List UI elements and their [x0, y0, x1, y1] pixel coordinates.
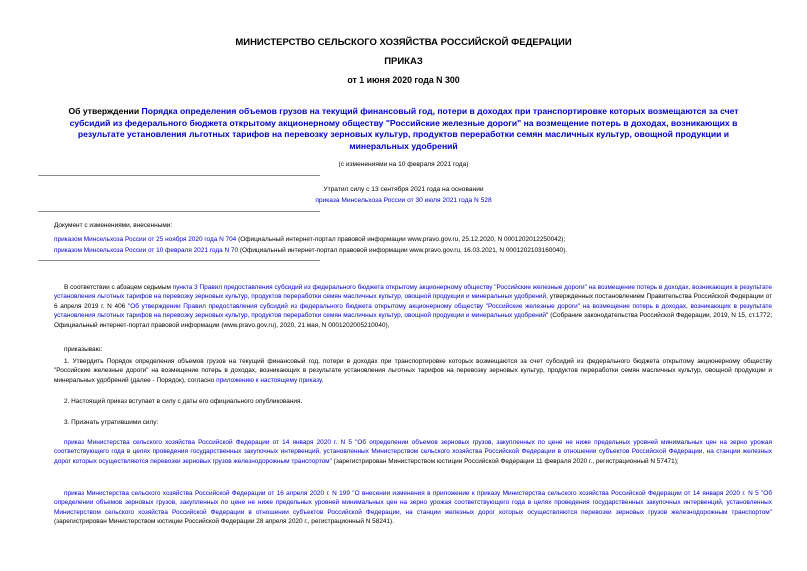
divider	[38, 260, 320, 261]
rules-link[interactable]: пункта 3 Правил предоставления субсидий из федерального бюджета открытому акционерному обществу "Российские железные дороги" на возмещение потерь в доходах, возникающих в результате установления льготных тарифов на перевозку зерновых культур, продуктов переработки семян масличных культур, овощной продукции и минеральных удобрений	[54, 284, 772, 301]
amended-note: (с изменениями на 10 февраля 2021 года)	[338, 161, 469, 168]
change-text: (Официальный интернет-портал правовой информации www.pravo.gov.ru, 25.12.2020, N 0001202012250042);	[236, 236, 566, 243]
repealed-order-2: приказ Министерства сельского хозяйства Российской Федерации от 16 апреля 2020 г. N 199 "О внесении изменения в приложение к приказу Министерства сельского хозяйства Российской Федерации от 14 января 2020 г. N 5 "Об определении объемов зерновых грузов, закупленных по цене не ниже предельных уровней минимальных цен на зерно урожая соответствующего года в целях проведения государственных закупочных интервенций, установленных Министерством сельского хозяйства Российской Федерации в отношении субъектов Российской Федерации, на станции железных дорог которых осуществляются перевозки зерновых грузов железнодорожным транспортом" (зарегистрирован Министерством юстиции Российской Федерации 28 апреля 2020 г., регистрационный N 58241).	[54, 490, 772, 526]
doc-date-number: от 1 июня 2020 года N 300	[347, 75, 460, 85]
change-text: (Официальный интернет-портал правовой информации www.pravo.gov.ru, 16.03.2021, N 0001202103160040).	[238, 247, 568, 254]
change-item	[54, 246, 567, 256]
item-2-paragraph: 2. Настоящий приказ вступает в силу с даты его официального опубликования.	[64, 398, 303, 405]
resolution-link[interactable]: Об утверждении Правил предоставления субсидий из федерального бюджета открытому акционерному обществу "Российские железные дороги" на возмещение потерь в доходах, возникающих в результате установления льготных тарифов на перевозку зерновых культур, продуктов переработки семян масличных культур, овощной продукции и минеральных удобрений	[54, 302, 772, 320]
change-link[interactable]: приказом Минсельхоза России от 25 ноября 2020 года N 704	[54, 236, 237, 243]
item-1-paragraph: 1. Утвердить Порядок определения объемов грузов на текущий финансовый год, потери в доходах при транспортировке которых возмещаются за счет субсидий из федерального бюджета открытому акционерному обществу "Российские железные дороги" на возмещение потерь в доходах, возникающих в результате установления льготных тарифов на перевозку зерновых культур, продуктов переработки семян масличных культур, овощной продукции и минеральных удобрений (далее - Порядок), согласно приложению к настоящему приказу.	[54, 358, 772, 384]
changes-label: Документ с изменениями, внесенными:	[54, 222, 173, 229]
order-word: приказываю:	[64, 346, 103, 353]
document-title	[58, 106, 749, 152]
preamble-paragraph: В соответствии с абзацем седьмым пункта 3 Правил предоставления субсидий из федерального бюджета открытому акционерному обществу "Российские железные дороги" на возмещение потерь в доходах, возникающих в результате установления льготных тарифов на перевозку зерновых культур, продуктов переработки семян масличных культур, овощной продукции и минеральных удобрений, утвержденных постановлением Правительства Российской Федерации от 6 апреля 2019 г. N 406 "Об утверждении Правил предоставления субсидий из федерального бюджета открытому акционерному обществу "Российские железные дороги" на возмещение потерь в доходах, возникающих в результате установления льготных тарифов на перевозку зерновых культур, продуктов переработки семян масличных культур, овощной продукции и минеральных удобрений" (Собрание законодательства Российской Федерации, 2019, N 15, ст.1772; Официальный интернет-портал правовой информации (www.pravo.gov.ru), 2020, 21 мая, N 0001202005210040),	[54, 284, 772, 329]
change-item	[54, 235, 565, 245]
repealed-order-1: приказ Министерства сельского хозяйства Российской Федерации от 14 января 2020 г. N 5 "Об определении объемов зерновых грузов, закупленных по цене не ниже предельных уровней минимальных цен на зерно урожая соответствующего года в целях проведения государственных закупочных интервенций, установленных Министерством сельского хозяйства Российской Федерации в отношении субъектов Российской Федерации, на станции железных дорог которых осуществляются перевозки зерновых грузов железнодорожным транспортом" (зарегистрирован Министерством юстиции Российской Федерации 11 февраля 2020 г., регистрационный N 57471);	[54, 439, 772, 465]
doc-type-heading: ПРИКАЗ	[384, 56, 423, 67]
repealed-link-2[interactable]: приказ Министерства сельского хозяйства Российской Федерации от 16 апреля 2020 г. N 199 "О внесении изменения в приложение к приказу Министерства сельского хозяйства Российской Федерации от 14 января 2020 г. N 5 "Об определении объемов зерновых грузов, закупленных по цене не ниже предельных уровней минимальных цен на зерно урожая соответствующего года в целях проведения государственных закупочных интервенций, установленных Министерством сельского хозяйства Российской Федерации в отношении субъектов Российской Федерации, на станции железных дорог которых осуществляются перевозки зерновых грузов железнодорожным транспортом"	[54, 490, 772, 516]
expired-note: Утратил силу с 13 сентября 2021 года на основании	[323, 186, 484, 193]
divider	[38, 175, 320, 176]
item-3-paragraph: 3. Признать утратившими силу:	[64, 419, 159, 426]
divider	[38, 211, 320, 212]
expired-link[interactable]: приказа Минсельхоза России от 30 июля 2021 года N 528	[315, 197, 492, 204]
ministry-heading: МИНИСТЕРСТВО СЕЛЬСКОГО ХОЗЯЙСТВА РОССИЙСКОЙ ФЕДЕРАЦИИ	[235, 37, 572, 48]
title-prefix: Об утверждении	[68, 106, 142, 116]
title-link[interactable]: Порядка определения объемов грузов на текущий финансовый год, потери в доходах при транспортировке которых возмещаются за счет субсидий из федерального бюджета открытому акционерному обществу "Российские железные дороги" на возмещение потерь в доходах, возникающих в результате установления льготных тарифов на перевозку зерновых культур, продуктов переработки семян масличных культур, овощной продукции и минеральных удобрений	[69, 106, 739, 151]
repealed-link-1[interactable]: приказ Министерства сельского хозяйства Российской Федерации от 14 января 2020 г. N 5 "Об определении объемов зерновых грузов, закупленных по цене не ниже предельных уровней минимальных цен на зерно урожая соответствующего года в целях проведения государственных закупочных интервенций, установленных Министерством сельского хозяйства Российской Федерации в отношении субъектов Российской Федерации, на станции железных дорог которых осуществляются перевозки зерновых грузов железнодорожным транспортом"	[54, 439, 772, 465]
appendix-link[interactable]: приложению к настоящему приказу	[216, 376, 322, 384]
change-link[interactable]: приказом Минсельхоза России от 10 февраля 2021 года N 70	[54, 247, 239, 254]
